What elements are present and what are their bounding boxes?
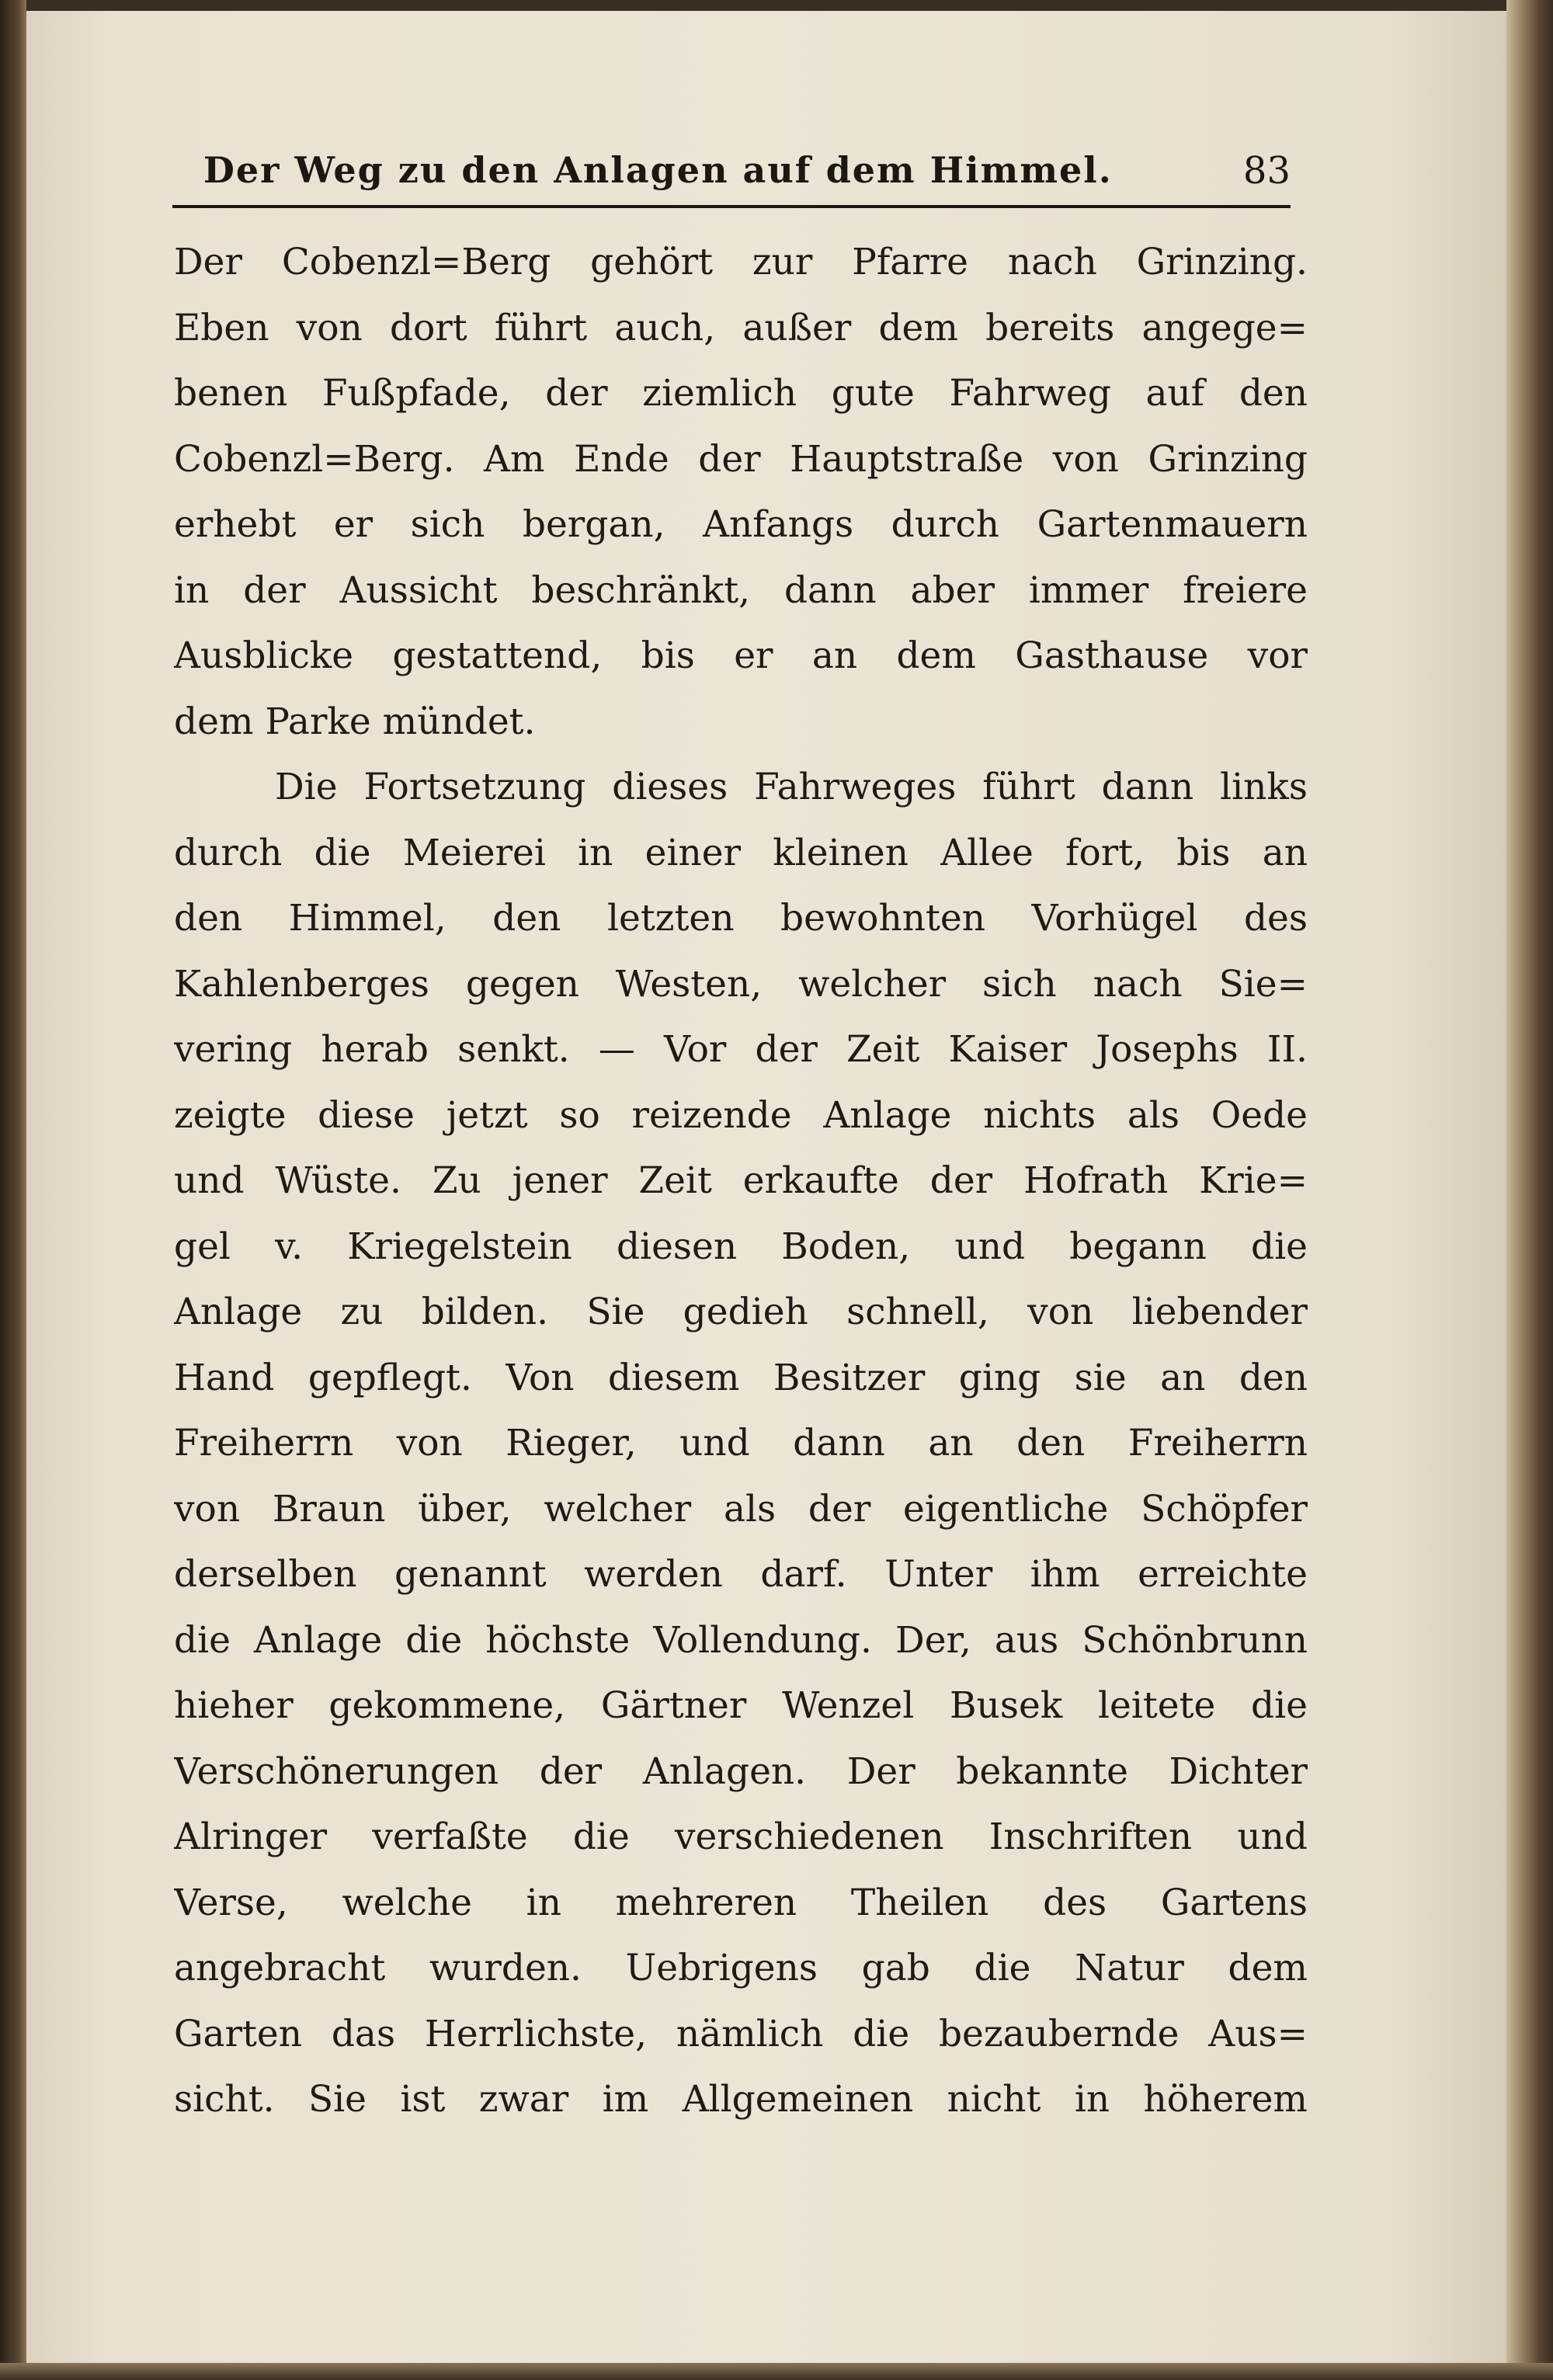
text-line: Cobenzl=Berg. Am Ende der Hauptstraße von Grinzing xyxy=(174,437,1308,481)
text-line: derselben genannt werden darf. Unter ihm erreichte xyxy=(174,1553,1308,1596)
text-line: durch die Meierei in einer kleinen Allee fort, bis an xyxy=(174,831,1308,874)
text-line: Die Fortsetzung dieses Fahrweges führt dann links xyxy=(275,766,1308,808)
text-line: Der Cobenzl=Berg gehört zur Pfarre nach Grinzing. xyxy=(174,241,1308,283)
text-line: angebracht wurden. Uebrigens gab die Natur dem xyxy=(174,1947,1308,1989)
text-line: benen Fußpfade, der ziemlich gute Fahrweg auf den xyxy=(174,372,1308,415)
text-line: den Himmel, den letzten bewohnten Vorhügel des xyxy=(174,897,1308,940)
text-line: Ausblicke gestattend, bis er an dem Gasthause vor xyxy=(174,634,1308,677)
text-line: Verschönerungen der Anlagen. Der bekannte Dichter xyxy=(174,1749,1308,1793)
book-page xyxy=(26,11,1506,2363)
text-line: die Anlage die höchste Vollendung. Der, aus Schönbrunn xyxy=(174,1618,1308,1662)
text-line: sicht. Sie ist zwar im Allgemeinen nicht in höherem xyxy=(174,2078,1308,2121)
text-line: in der Aussicht beschränkt, dann aber immer freiere xyxy=(174,568,1308,612)
text-line: gel v. Kriegelstein diesen Boden, und begann die xyxy=(174,1225,1308,1268)
text-line: Eben von dort führt auch, außer dem bereits angege= xyxy=(174,306,1308,349)
text-line: Hand gepflegt. Von diesem Besitzer ging sie an den xyxy=(174,1356,1308,1399)
text-line: Alringer verfaßte die verschiedenen Inschriften und xyxy=(174,1815,1308,1858)
running-title: Der Weg zu den Anlagen auf dem Himmel. xyxy=(203,149,1113,191)
text-line: Freiherrn von Rieger, und dann an den Freiherrn xyxy=(174,1422,1308,1464)
text-line: von Braun über, welcher als der eigentliche Schöpfer xyxy=(174,1487,1308,1530)
text-line: zeigte diese jetzt so reizende Anlage nichts als Oede xyxy=(174,1093,1308,1137)
text-line: erhebt er sich bergan, Anfangs durch Gartenmauern xyxy=(174,503,1308,546)
book-page-edges xyxy=(1506,0,1553,2380)
text-line: dem Parke mündet. xyxy=(174,700,536,743)
text-line: hieher gekommene, Gärtner Wenzel Busek leitete die xyxy=(174,1684,1308,1727)
book-edge-bottom xyxy=(0,2363,1553,2380)
running-head xyxy=(172,143,1291,208)
book-spine-edge xyxy=(0,0,26,2380)
text-line: vering herab senkt. — Vor der Zeit Kaiser Josephs II. xyxy=(174,1028,1308,1071)
text-line: Kahlenberges gegen Westen, welcher sich nach Sie= xyxy=(174,962,1308,1006)
text-line: Anlage zu bilden. Sie gedieh schnell, von liebender xyxy=(174,1291,1308,1333)
text-line: Garten das Herrlichste, nämlich die bezaubernde Aus= xyxy=(174,2012,1308,2055)
book-edge-top xyxy=(0,0,1553,11)
page-number: 83 xyxy=(1242,149,1291,193)
body-text xyxy=(174,230,1308,2133)
text-line: und Wüste. Zu jener Zeit erkaufte der Hofrath Krie= xyxy=(174,1159,1308,1202)
text-line: Verse, welche in mehreren Theilen des Gartens xyxy=(174,1881,1308,1924)
